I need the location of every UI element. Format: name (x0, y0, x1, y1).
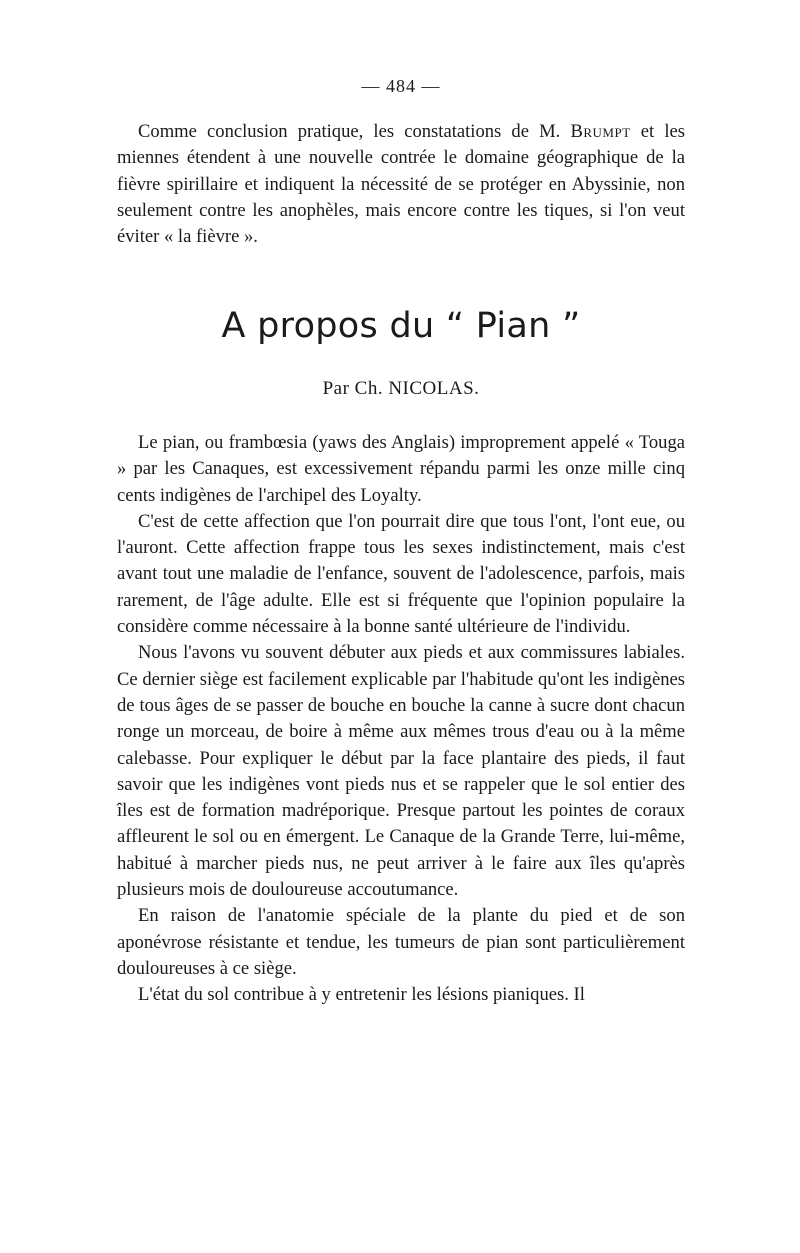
article-byline: Par Ch. NICOLAS. (322, 378, 480, 399)
article-body (117, 430, 685, 1009)
body-paragraph-3: Nous l'avons vu souvent débuter aux pieds et aux commissures labiales. Ce dernier siège est facilement explicable par l'habitude qu'ont les indigènes de tous âges de se passer de bouche en bouche la canne à sucre dont chacun ronge un morceau, de boire à même aux mêmes trous d'eau ou à la même calebasse. Pour expliquer le début par la face plantaire des pieds, il faut savoir que les indigènes vont pieds nus et se rappeler que le sol entier des îles est de formation madréporique. Presque partout les pointes de coraux affleurent le sol ou en émergent. Le Canaque de la Grande Terre, lui-même, habitué à marcher pieds nus, ne peut arriver à le faire aux îles qu'après plusieurs mois de douloureuse accoutumance. (117, 642, 685, 901)
intro-paragraph (117, 119, 685, 250)
intro-section (117, 119, 685, 250)
page-number: — 484 — (361, 76, 441, 96)
body-paragraph-4: En raison de l'anatomie spéciale de la plante du pied et de son aponévrose résistante et tendue, les tumeurs de pian sont particulièrement douloureuses à ce siège. (117, 905, 685, 979)
body-paragraph-2: C'est de cette affection que l'on pourrait dire que tous l'ont, l'ont eue, ou l'auront. Cette affection frappe tous les sexes indistinctement, mais c'est avant tout une maladie de l'enfance, souvent de l'adolescence, parfois, mais rarement, de l'âge adulte. Elle est si fréquente que l'opinion populaire la considère comme nécessaire à la bonne santé ultérieure de l'individu. (117, 510, 685, 638)
intro-text-after: et les miennes étendent à une nouvelle contrée le domaine géographique de la fièvre spirillaire et indiquent la nécessité de se protéger en Abyssinie, non seulement contre les anophèles, mais encore contre les tiques, si l'on veut éviter « la fièvre ». (117, 121, 685, 248)
author-name-brumpt: Brumpt (570, 121, 631, 142)
body-paragraph-5: L'état du sol contribue à y entretenir les lésions pianiques. Il (138, 984, 585, 1006)
body-paragraph-1: Le pian, ou frambœsia (yaws des Anglais) improprement appelé « Touga » par les Canaques, est excessivement répandu parmi les onze mille cinq cents indigènes de l'archipel des Loyalty. (117, 432, 685, 506)
article-title: A propos du “ Pian ” (221, 306, 581, 346)
intro-text-before: Comme conclusion pratique, les constatations de M. (138, 121, 571, 142)
